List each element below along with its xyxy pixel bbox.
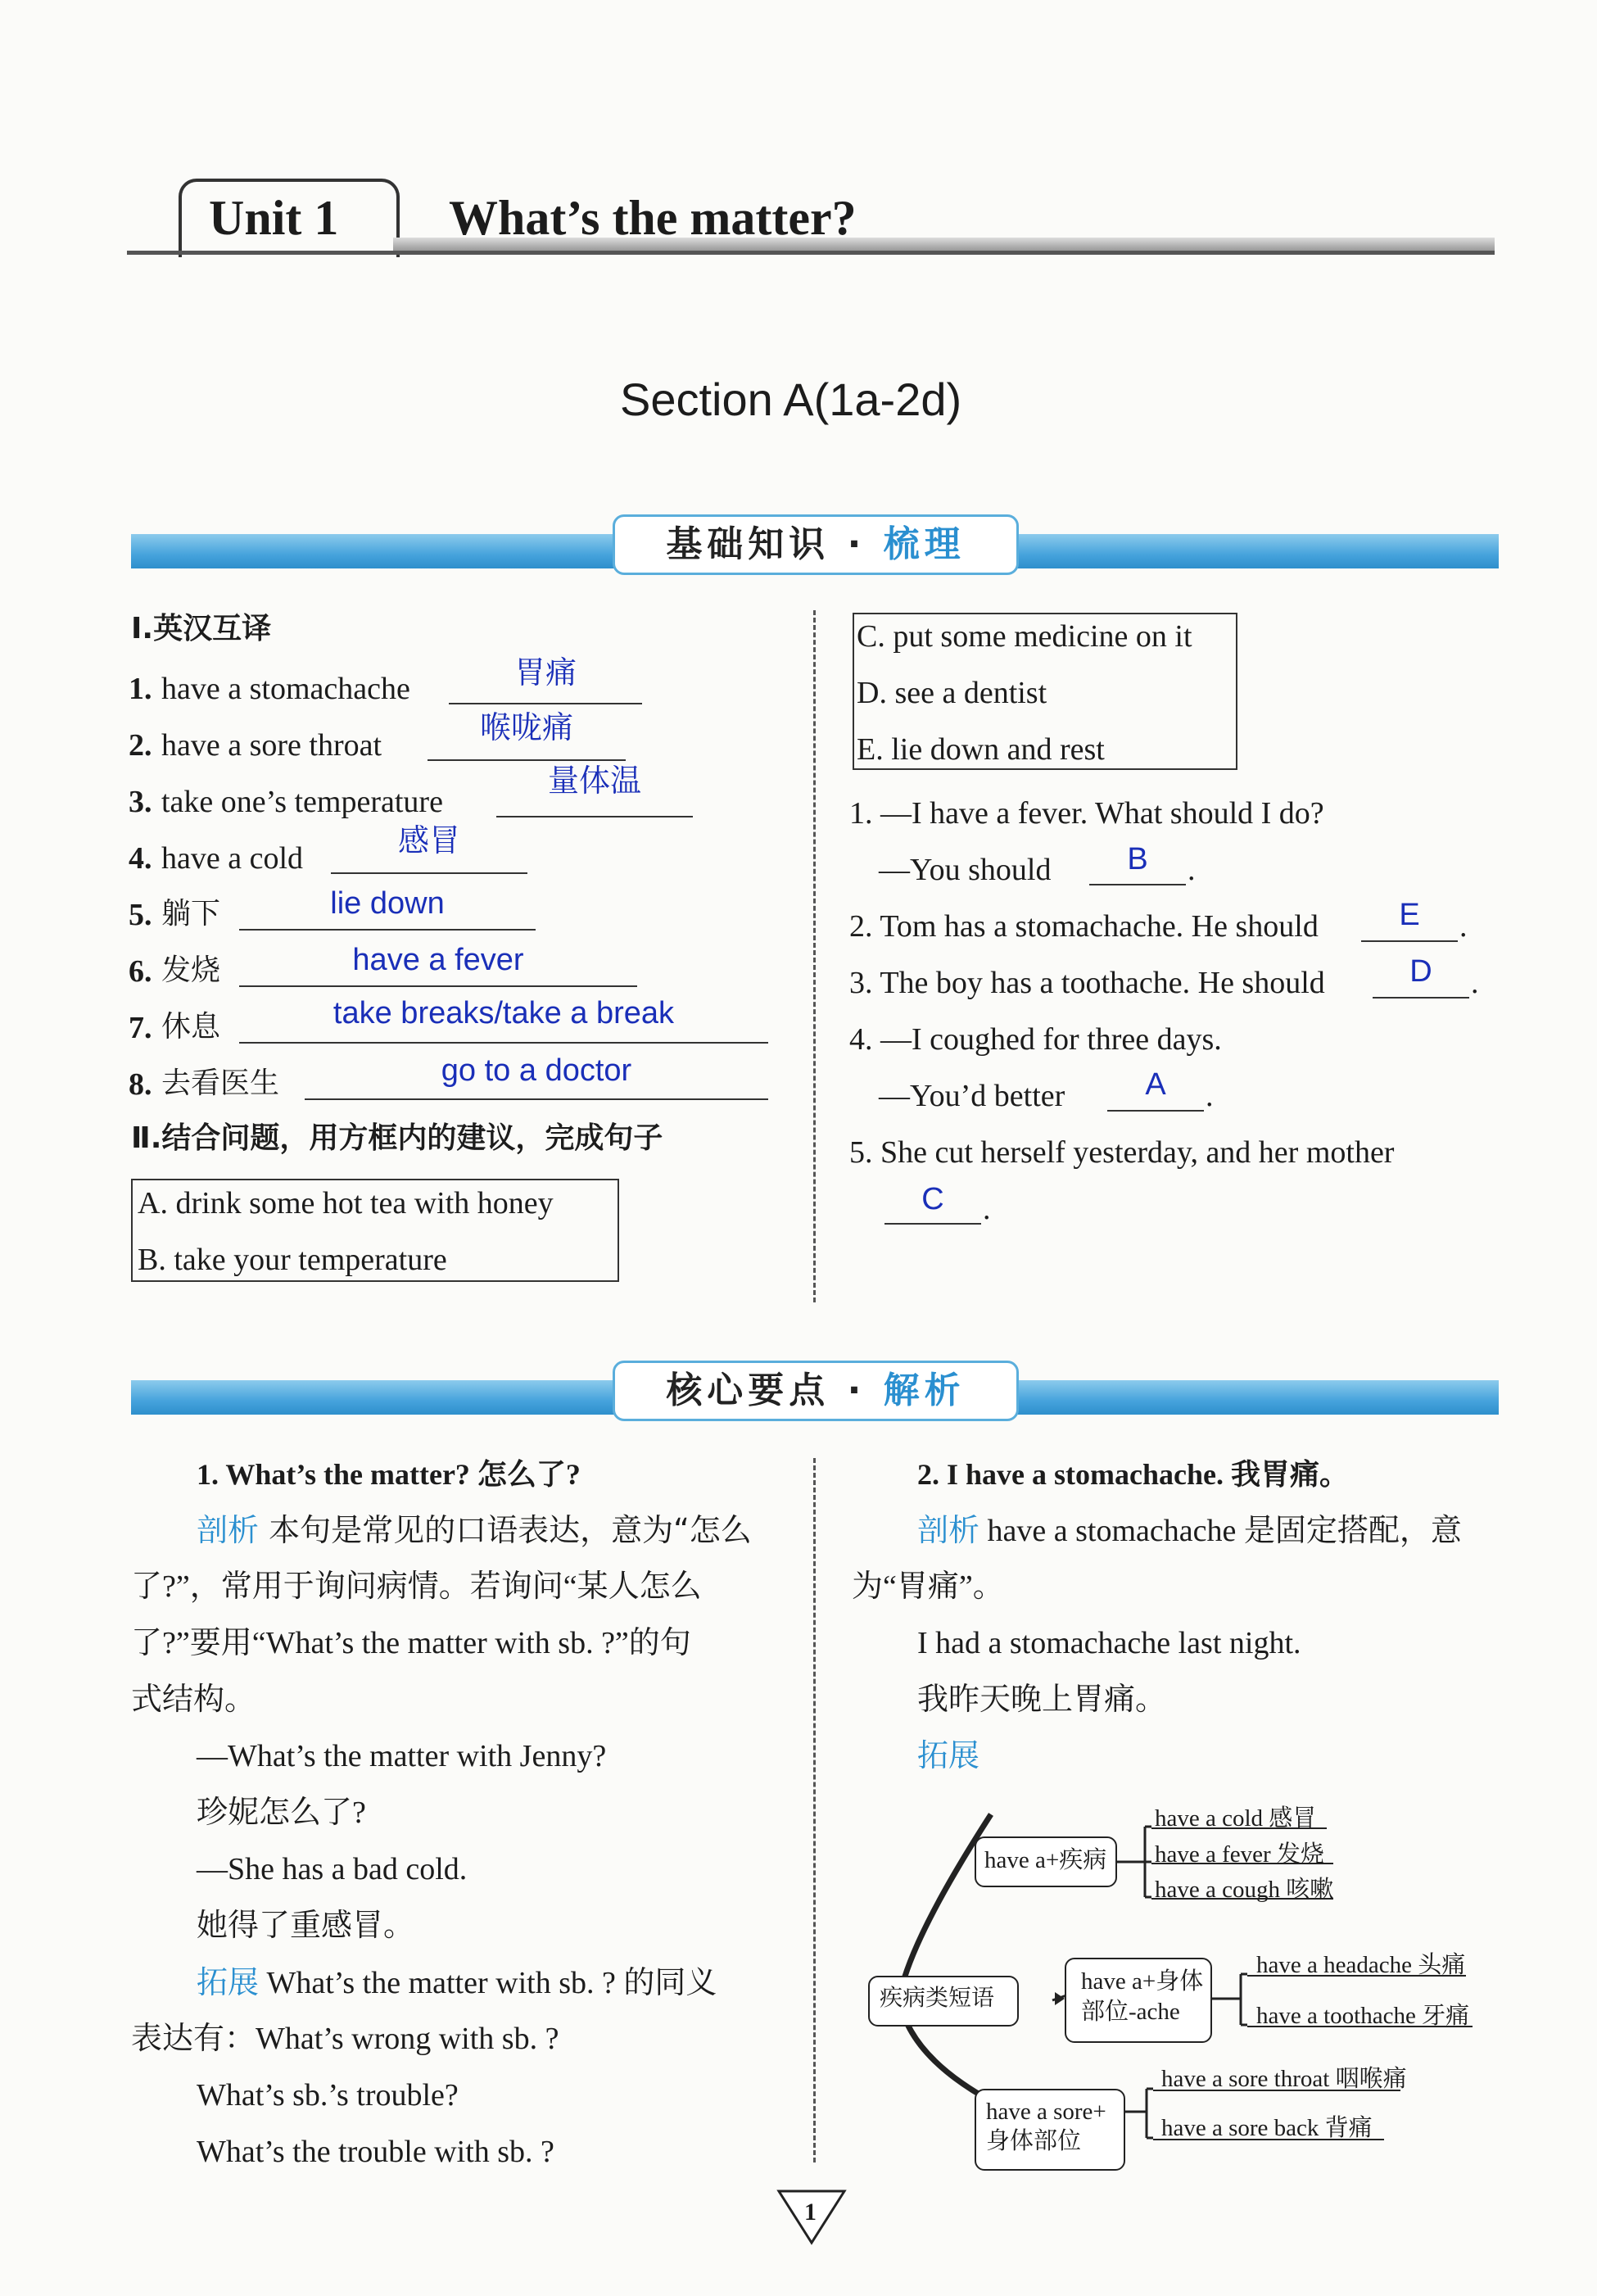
point1-analysis-label: 剖析 <box>197 1512 260 1548</box>
q2-answer: E <box>1399 898 1420 932</box>
point1-analysis-line2: 了?”，常用于询问病情。若询问“某人怎么 <box>131 1569 702 1604</box>
p1-blank-4 <box>331 872 527 874</box>
q4-line-a: 4. —I coughed for three days. <box>849 1022 1222 1057</box>
q1-line-a: 1. —I have a fever. What should I do? <box>849 796 1324 831</box>
point1-extension-label: 拓展 <box>197 1964 260 2000</box>
page-number: 1 <box>804 2199 817 2226</box>
q1-period: . <box>1188 853 1196 887</box>
mindmap-branch2-line1: have a+身体 <box>1081 1968 1204 1995</box>
q4-period: . <box>1206 1079 1214 1113</box>
p1-text-6: 发烧 <box>161 953 221 987</box>
p1-text-3: take one’s temperature <box>161 785 443 819</box>
point2-analysis-line1 <box>917 1502 1462 1560</box>
point2-title: 2. I have a stomachache. 我胃痛。 <box>917 1458 1349 1491</box>
mindmap-b3-item2: have a sore back 背痛 <box>1161 2115 1373 2141</box>
p1-answer-6: have a fever <box>352 943 524 977</box>
option-a: A. drink some hot tea with honey <box>138 1186 554 1220</box>
q4-blank <box>1107 1110 1204 1112</box>
p1-blank-6 <box>239 985 637 987</box>
point1-extension-text1: What’s the matter with sb. ? 的同义 <box>259 1966 717 2000</box>
point2-extension-label: 拓展 <box>917 1739 980 1773</box>
q1-line-b: —You should <box>879 853 1052 887</box>
band-label-basic-dark: 基础知识 · <box>666 523 884 565</box>
column-divider-2 <box>813 1458 816 2162</box>
mindmap-branch2-line2: 部位-ache <box>1081 1999 1180 2025</box>
option-b: B. take your temperature <box>138 1243 447 1277</box>
p1-text-8: 去看医生 <box>161 1066 280 1100</box>
point2-analysis-line2: 为“胃痛”。 <box>852 1569 1004 1604</box>
band-label-core <box>613 1361 1019 1421</box>
p1-text-5: 躺下 <box>161 897 221 931</box>
q5-period: . <box>983 1192 991 1226</box>
mindmap-b2-item2: have a toothache 牙痛 <box>1256 2003 1470 2029</box>
q1-answer: B <box>1127 842 1148 876</box>
q4-answer: A <box>1145 1067 1166 1102</box>
p1-blank-7 <box>239 1042 768 1044</box>
point2-analysis-label: 剖析 <box>917 1512 980 1548</box>
section-title: Section A(1a-2d) <box>620 374 962 425</box>
q5-text: 5. She cut herself yesterday, and her mother <box>849 1135 1395 1170</box>
point1-extension-line4: What’s the trouble with sb. ? <box>197 2135 554 2169</box>
point1-title: 1. What’s the matter? 怎么了? <box>197 1458 581 1491</box>
point1-extension-line2: 表达有：What’s wrong with sb. ? <box>131 2022 559 2056</box>
mindmap-root: 疾病类短语 <box>880 1986 995 2011</box>
point2-example1: I had a stomachache last night. <box>917 1626 1301 1660</box>
point1-example2: —She has a bad cold. <box>197 1852 468 1886</box>
mindmap-b2-item1: have a headache 头痛 <box>1256 1952 1466 1978</box>
p1-num-7: 7. <box>129 1011 152 1045</box>
q3-answer: D <box>1409 954 1432 989</box>
q1-blank <box>1089 884 1186 885</box>
band-label-basic <box>613 514 1019 575</box>
p1-blank-1 <box>449 703 642 704</box>
mindmap-b1-item1: have a cold 感冒 <box>1155 1805 1317 1832</box>
q3-period: . <box>1471 966 1479 1000</box>
p1-answer-5: lie down <box>330 886 445 921</box>
p1-num-4: 4. <box>129 841 152 876</box>
p1-text-2: have a sore throat <box>161 728 382 763</box>
q5-blank <box>884 1223 981 1225</box>
point1-extension-line3: What’s sb.’s trouble? <box>197 2078 459 2113</box>
header-rule <box>127 251 1495 255</box>
p1-num-5: 5. <box>129 898 152 932</box>
unit-title: What’s the matter? <box>449 191 857 245</box>
p1-num-8: 8. <box>129 1067 152 1102</box>
point1-example1: —What’s the matter with Jenny? <box>197 1739 607 1773</box>
q2-period: . <box>1459 909 1468 944</box>
q4-line-b: —You’d better <box>879 1079 1065 1113</box>
point1-extension-line1 <box>197 1954 717 2012</box>
p1-answer-7: take breaks/take a break <box>333 996 675 1030</box>
q3-blank <box>1373 997 1469 999</box>
p1-blank-5 <box>239 929 536 931</box>
mindmap-branch3-line2: 身体部位 <box>986 2128 1082 2154</box>
p1-answer-2: 喉咙痛 <box>479 711 573 745</box>
p1-blank-2 <box>428 759 626 761</box>
q2-text: 2. Tom has a stomachache. He should <box>849 909 1319 944</box>
mindmap-b3-item1: have a sore throat 咽喉痛 <box>1161 2066 1407 2092</box>
option-c: C. put some medicine on it <box>857 619 1192 654</box>
p1-text-4: have a cold <box>161 841 304 876</box>
p1-blank-3 <box>496 816 693 817</box>
band-label-basic-blue: 梳理 <box>883 523 966 565</box>
p1-text-1: have a stomachache <box>161 672 410 706</box>
q5-answer: C <box>921 1182 944 1216</box>
p1-num-2: 2. <box>129 728 152 763</box>
p1-answer-1: 胃痛 <box>513 656 577 691</box>
p1-answer-3: 量体温 <box>547 764 641 799</box>
point2-example1-cn: 我昨天晚上胃痛。 <box>917 1682 1167 1717</box>
p1-answer-4: 感冒 <box>397 824 460 858</box>
point2-analysis-text1: have a stomachache 是固定搭配，意 <box>979 1514 1462 1548</box>
point1-analysis-text1: 本句是常见的口语表达，意为“怎么 <box>259 1512 752 1548</box>
point1-example1-cn: 珍妮怎么了? <box>197 1796 366 1830</box>
p1-text-7: 休息 <box>161 1010 221 1044</box>
p1-num-3: 3. <box>129 785 152 819</box>
mindmap-b1-item2: have a fever 发烧 <box>1155 1841 1324 1868</box>
point1-analysis-line1 <box>197 1502 752 1560</box>
q2-blank <box>1361 940 1458 942</box>
point1-analysis-line3: 了?”要用“What’s the matter with sb. ?”的句 <box>131 1626 691 1660</box>
q3-text: 3. The boy has a toothache. He should <box>849 966 1325 1000</box>
point1-analysis-line4: 式结构。 <box>131 1682 256 1717</box>
mindmap-branch1: have a+疾病 <box>984 1847 1107 1873</box>
option-d: D. see a dentist <box>857 676 1047 710</box>
p1-blank-8 <box>305 1098 768 1100</box>
p1-num-6: 6. <box>129 954 152 989</box>
p1-num-1: 1. <box>129 672 152 706</box>
band-label-core-dark: 核心要点 · <box>666 1370 884 1411</box>
column-divider <box>813 610 816 1302</box>
p1-answer-8: go to a doctor <box>441 1053 632 1088</box>
unit-label: Unit 1 <box>209 191 339 245</box>
part1-heading: Ⅰ.英汉互译 <box>131 612 272 645</box>
mindmap-b1-item3: have a cough 咳嗽 <box>1155 1877 1334 1903</box>
point1-example2-cn: 她得了重感冒。 <box>197 1909 415 1943</box>
option-e: E. lie down and rest <box>857 732 1105 767</box>
band-label-core-blue: 解析 <box>883 1370 966 1411</box>
mindmap-branch3-line1: have a sore+ <box>986 2099 1106 2125</box>
part2-heading: Ⅱ.结合问题，用方框内的建议，完成句子 <box>131 1121 663 1155</box>
